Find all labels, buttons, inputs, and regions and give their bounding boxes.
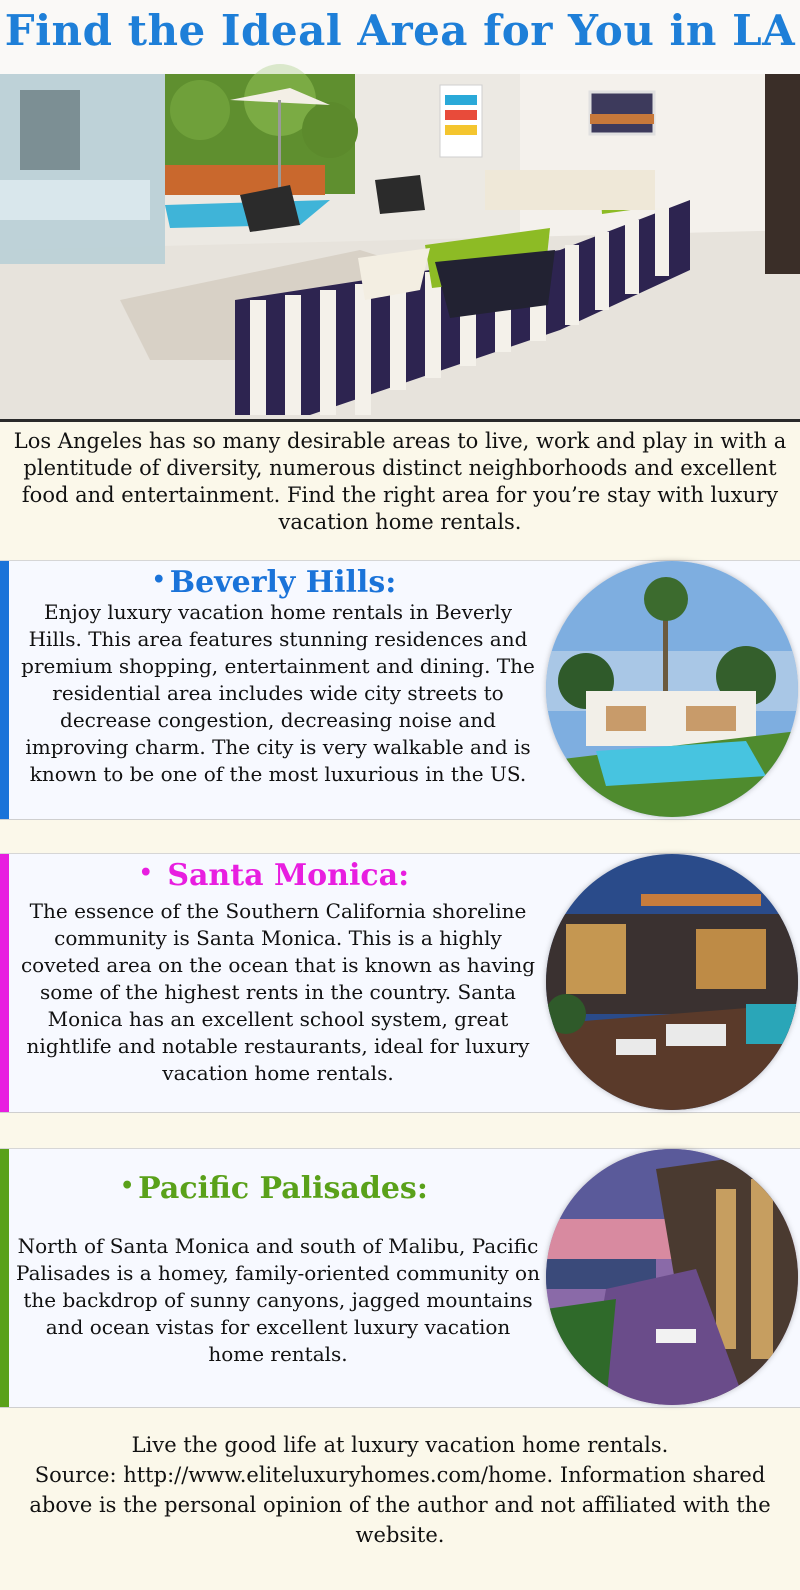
bullet-icon: • — [120, 1173, 135, 1199]
section-text: The essence of the Southern California shoreline community is Santa Monica. This is a highly coveted area on the ocean that is known as having some of the highest rents in the country. Santa Monica has an excellent school system, great nightlife and notable restaurants, ideal for luxury vacation home rentals. — [20, 899, 536, 1085]
section-text: Enjoy luxury vacation home rentals in Beverly Hills. This area features stunning residences and premium shopping, entertainment and dining. The residential area includes wide city streets to decrease congestion, decreasing noise and improving charm. The city is very walkable and is known to be one of the most luxurious in the US. — [21, 600, 535, 786]
beverly-hills-photo — [546, 561, 798, 817]
section-heading — [14, 1171, 534, 1206]
bullet-icon: • — [138, 860, 153, 886]
intro-text: Los Angeles has so many desirable areas to live, work and play in with a plentitude of diversity, numerous distinct neighborhoods and excellent food and entertainment. Find the right area for you’re stay with luxury vacation home rentals. — [13, 429, 787, 534]
footer — [0, 1430, 800, 1550]
accent-stripe — [0, 854, 9, 1112]
section-beverly-hills — [0, 560, 800, 820]
section-heading-text: Santa Monica: — [167, 858, 410, 893]
accent-stripe — [0, 561, 9, 819]
section-heading-text: Beverly Hills: — [169, 565, 397, 600]
page-title: Find the Ideal Area for You in LA — [4, 6, 796, 55]
section-text: North of Santa Monica and south of Malibu, Pacific Palisades is a homey, family-oriented community on the backdrop of sunny canyons, jagged mountains and ocean vistas for excellent luxury vacation home rentals. — [16, 1234, 540, 1366]
pacific-palisades-photo — [546, 1149, 798, 1405]
divider — [0, 419, 800, 422]
bullet-icon: • — [151, 567, 166, 593]
section-heading — [14, 858, 534, 893]
section-pacific-palisades — [0, 1148, 800, 1408]
footer-line-1: Live the good life at luxury vacation home rentals. — [131, 1433, 669, 1457]
footer-line-2: Source: http://www.eliteluxuryhomes.com/home. Information shared above is the personal opinion of the author and not affiliated with the website. — [29, 1463, 771, 1547]
santa-monica-photo — [546, 854, 798, 1110]
hero-image — [0, 0, 800, 420]
accent-stripe — [0, 1149, 9, 1407]
section-heading — [14, 565, 534, 600]
section-santa-monica — [0, 853, 800, 1113]
section-heading-text: Pacific Palisades: — [138, 1171, 428, 1206]
